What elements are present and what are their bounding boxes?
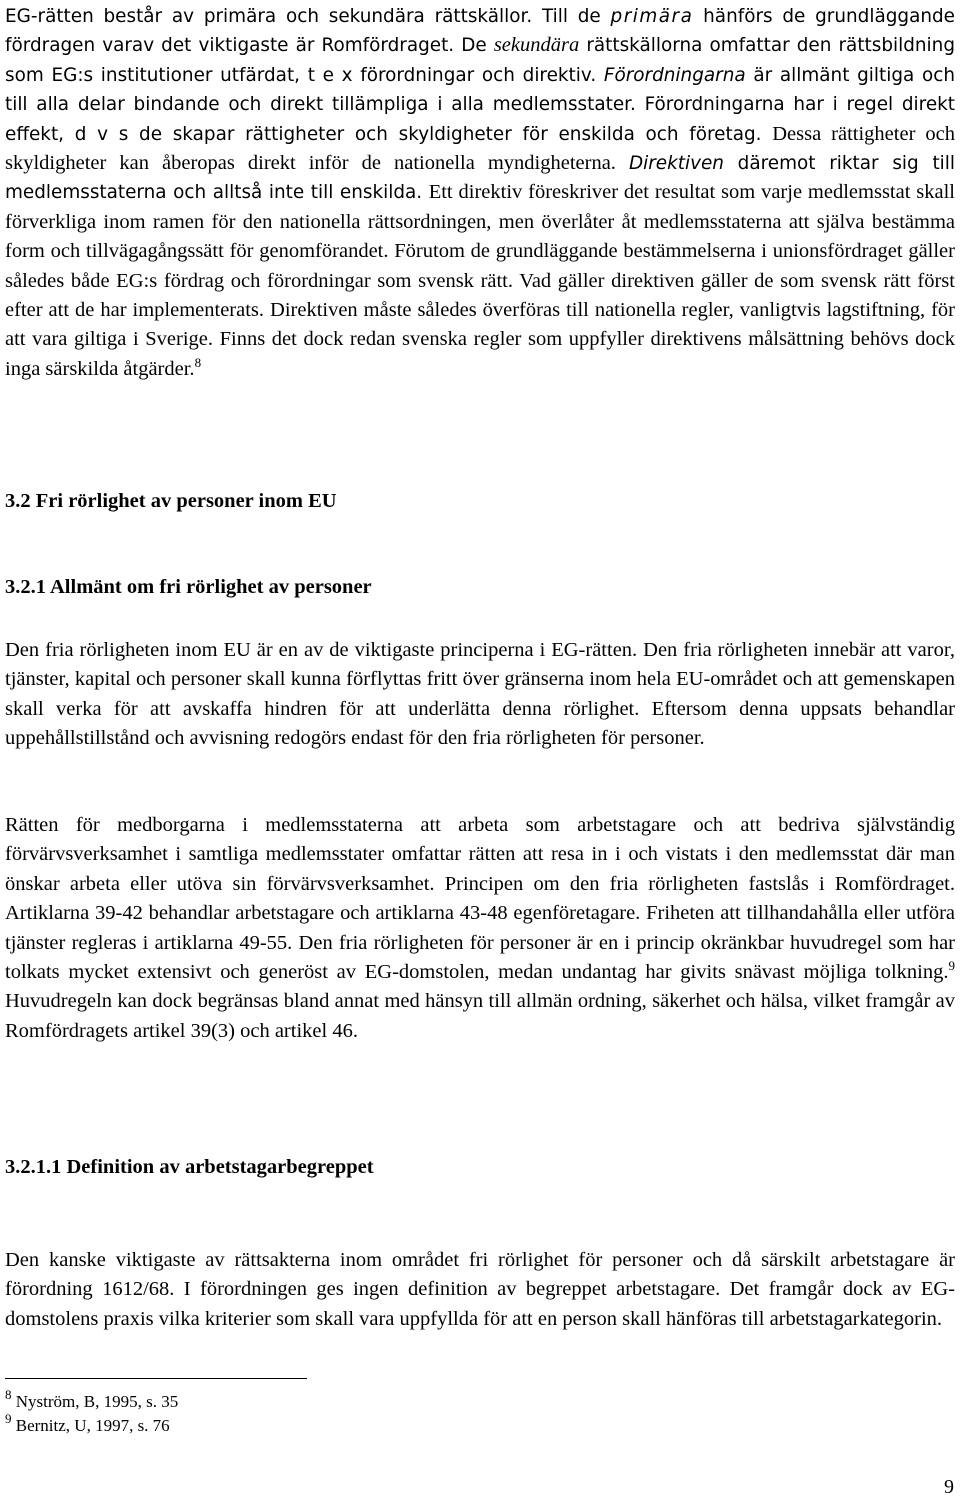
footnote-9: [5, 1411, 178, 1438]
text-run: Huvudregeln kan dock begränsas bland annat med hänsyn till allmän ordning, säkerhet och hälsa, vilket framgår av Romfördragets artikel 39(3) och artikel 46.: [5, 990, 955, 1042]
section-heading-3-2-1: 3.2.1 Allmänt om fri rörlighet av personer: [5, 576, 372, 598]
footnote-divider: [5, 1378, 307, 1379]
text-run: Förordningarna har i regel direkt effekt, d v s de skapar rättigheter och skyldigheter för enskilda och företag.: [5, 94, 955, 145]
footnotes: [5, 1387, 179, 1438]
paragraph-rights: [5, 811, 955, 1046]
paragraph-worker-definition: Den kanske viktigaste av rättsakterna inom området fri rörlighet för personer och då särskilt arbetstagare är förordning 1612/68. I förordningen ges ingen definition av begreppet arbetstagare. Det framgår dock av EG-domstolens praxis vilka kriterier som skall vara uppfyllda för att en person skall hänföras till arbetstagarkategorin.: [5, 1249, 955, 1330]
page-number: 9: [944, 1476, 954, 1498]
text-run: EG-rätten består av primära och sekundära rättskällor. Till de: [5, 6, 611, 27]
paragraph-free-movement: Den fria rörligheten inom EU är en av de viktigaste principerna i EG-rätten. Den fria rörligheten innebär att varor, tjänster, kapital och personer skall kunna förflyttas fritt över gränserna inom hela EU-området och att gemenskapen skall verka för att avskaffa hindren för att underlätta denna rörlighet. Eftersom denna uppsats behandlar uppehållstillstånd och avvisning redogörs endast för den fria rörligheten för personer.: [5, 639, 955, 750]
paragraph-sources: [5, 2, 955, 384]
footnote-8: [5, 1387, 179, 1414]
text-run: Rätten för medborgarna i medlemsstaterna att arbeta som arbetstagare och att bedriva självständig förvärvsverksamhet i samtliga medlemsstater omfattar rätten att resa in i och vistats i den medlemsstat där man önskar arbeta eller utöva sin förvärvsverksamhet. Principen om den fria rörligheten fastslås i Romfördraget. Artiklarna 39-42 behandlar arbetstagare och artiklarna 43-48 egenföretagare. Friheten att tillhandahålla eller utföra tjänster regleras i artiklarna 49-55. Den fria rörligheten för personer är en i princip okränkbar huvudregel som har tolkats mycket extensivt och generöst av EG-domstolen, medan undantag har givits snävast möjliga tolkning.: [5, 814, 955, 984]
text-run: är allmänt giltiga och till alla delar bindande och direkt tillämpliga i alla medlemsstater.: [5, 64, 956, 116]
section-heading-3-2: 3.2 Fri rörlighet av personer inom EU: [5, 490, 337, 512]
footnote-ref-9[interactable]: 9: [948, 958, 955, 974]
footnote-number: 8: [5, 1387, 12, 1402]
emphasis-regulations: Förordningarna: [603, 64, 746, 86]
emphasis-directives: Direktiven: [628, 153, 724, 175]
section-heading-3-2-1-1: 3.2.1.1 Definition av arbetstagarbegreppet: [5, 1156, 374, 1178]
text-run: rättskällorna omfattar den rättsbildning som EG:s institutioner utfärdat, t e x förordningar och direktiv.: [5, 35, 955, 86]
text-run: däremot riktar sig till medlemsstaterna och alltså inte till enskilda.: [5, 153, 955, 204]
text-run: Dessa rättigheter och skyldigheter kan åberopas direkt inför de nationella myndigheterna.: [5, 122, 956, 175]
footnote-text: Nyström, B, 1995, s. 35: [11, 1392, 179, 1411]
text-run: Ett direktiv föreskriver det resultat som varje medlemsstat skall förverkliga inom ramen för den nationella rättsordningen, men överlåter åt medlemsstaterna att själva bestämma form och tillvägagångssätt för genomförandet. Förutom de grundläggande bestämmelserna i unionsfördraget gäller således både EG:s fördrag och förordningar som svensk rätt. Vad gäller direktiven gäller de som svensk rätt först efter att de har implementerats. Direktiven måste således överföras till nationella regler, vanligtvis lagstiftning, för att vara giltiga i Sverige. Finns det dock redan svenska regler som uppfyller direktivens målsättning behövs dock inga särskilda åtgärder.: [5, 181, 955, 380]
footnote-ref-8[interactable]: 8: [194, 354, 202, 370]
emphasis-primary: primära: [610, 6, 694, 27]
text-run: hänförs de grundläggande fördragen varav det viktigaste är Romfördraget. De: [5, 6, 955, 57]
emphasis-secondary: sekundära: [493, 34, 580, 57]
footnote-number: 9: [5, 1411, 12, 1426]
footnote-text: Bernitz, U, 1997, s. 76: [11, 1416, 170, 1435]
